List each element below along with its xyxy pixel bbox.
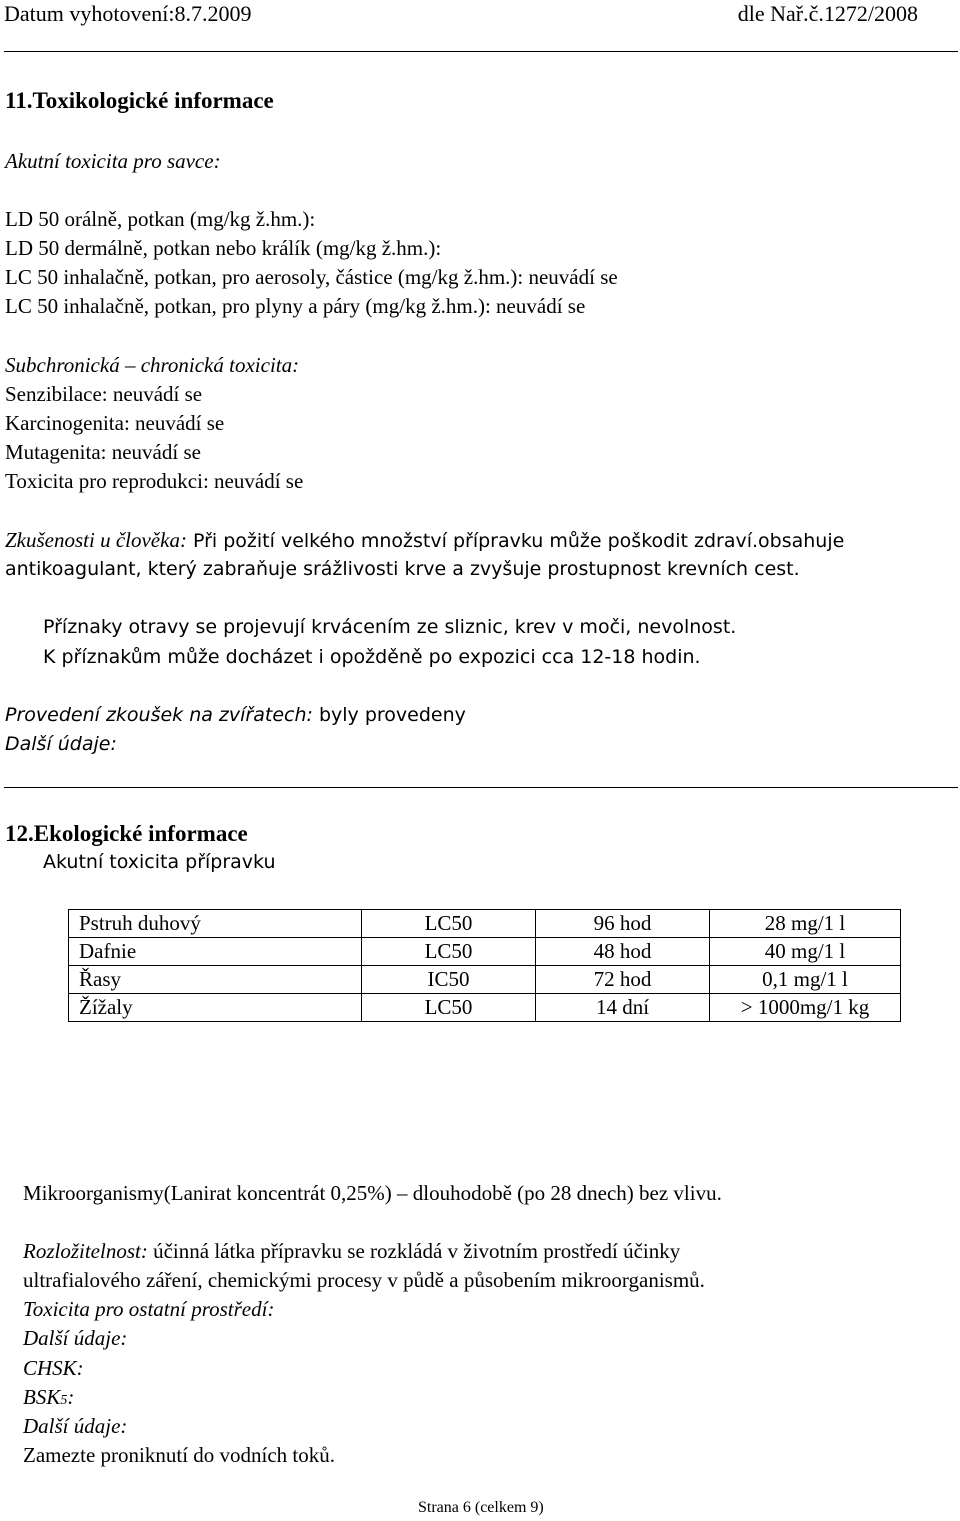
table-row: [69, 994, 901, 1022]
human-experience-text-2: antikoagulant, který zabraňuje srážlivosti krve a zvyšuje prostupnost krevních cest.: [5, 558, 800, 580]
table-row: [69, 966, 901, 994]
concentration-cell: 40 mg/1 l: [710, 938, 901, 966]
ecotoxicity-table: [68, 909, 901, 1022]
other-environment-label: Toxicita pro ostatní prostředí:: [23, 1297, 275, 1321]
symptoms-line-2: K příznakům může docházet i opožděně po expozici cca 12-18 hodin.: [43, 646, 701, 668]
bsk-subscript: 5: [60, 1393, 68, 1408]
duration-cell: 48 hod: [536, 938, 710, 966]
bsk-text: BSK: [23, 1385, 61, 1409]
organism-cell: Pstruh duhový: [69, 910, 362, 938]
more-info-label: Další údaje:: [5, 733, 117, 755]
ld50-dermal: LD 50 dermálně, potkan nebo králík (mg/kg ž.hm.):: [5, 236, 442, 260]
header-date: Datum vyhotovení:8.7.2009: [4, 1, 252, 26]
concentration-cell: 28 mg/1 l: [710, 910, 901, 938]
lc50-gas: LC 50 inhalačně, potkan, pro plyny a páry (mg/kg ž.hm.): neuvádí se: [5, 294, 586, 318]
organism-cell: Řasy: [69, 966, 362, 994]
test-type-cell: IC50: [362, 966, 536, 994]
duration-cell: 14 dní: [536, 994, 710, 1022]
concentration-cell: 0,1 mg/1 l: [710, 966, 901, 994]
duration-cell: 72 hod: [536, 966, 710, 994]
degradability: [23, 1241, 680, 1262]
chsk-label: CHSK:: [23, 1356, 84, 1380]
human-experience-text: Při požití velkého množství přípravku může poškodit zdraví.obsahuje: [186, 530, 845, 552]
duration-cell: 96 hod: [536, 910, 710, 938]
human-experience: [5, 530, 844, 551]
acute-toxicity-label: Akutní toxicita pro savce:: [5, 149, 221, 173]
symptoms-line-1: Příznaky otravy se projevují krvácením ze sliznic, krev v moči, nevolnost.: [43, 616, 737, 638]
organism-cell: Dafnie: [69, 938, 362, 966]
bsk-label: [23, 1387, 74, 1408]
lc50-aerosol: LC 50 inhalačně, potkan, pro aerosoly, částice (mg/kg ž.hm.): neuvádí se: [5, 265, 618, 289]
test-type-cell: LC50: [362, 910, 536, 938]
human-experience-label: Zkušenosti u člověka:: [5, 528, 187, 552]
carcinogenicity: Karcinogenita: neuvádí se: [5, 411, 225, 435]
table-row: [69, 938, 901, 966]
reproductive-toxicity: Toxicita pro reprodukci: neuvádí se: [5, 469, 304, 493]
degradability-text-2: ultrafialového záření, chemickými procesy v půdě a působením mikroorganismů.: [23, 1268, 705, 1292]
header-regulation: dle Nař.č.1272/2008: [737, 1, 918, 26]
test-type-cell: LC50: [362, 938, 536, 966]
acute-toxicity-product-label: Akutní toxicita přípravku: [43, 851, 276, 873]
animal-tests-label: Provedení zkoušek na zvířatech:: [5, 704, 313, 726]
closing-note: Zamezte proniknutí do vodních toků.: [23, 1443, 336, 1467]
test-type-cell: LC50: [362, 994, 536, 1022]
ld50-oral: LD 50 orálně, potkan (mg/kg ž.hm.):: [5, 207, 316, 231]
section-12-title: 12.Ekologické informace: [5, 821, 248, 846]
animal-tests-value: byly provedeny: [312, 704, 466, 726]
sensitization: Senzibilace: neuvádí se: [5, 382, 203, 406]
animal-tests: [5, 706, 466, 725]
microorganisms-text: Mikroorganismy(Lanirat koncentrát 0,25%) – dlouhodobě (po 28 dnech) bez vlivu.: [23, 1181, 722, 1205]
header-rule: [4, 51, 958, 52]
concentration-cell: > 1000mg/1 kg: [710, 994, 901, 1022]
organism-cell: Žížaly: [69, 994, 362, 1022]
section-11-title: 11.Toxikologické informace: [5, 88, 274, 113]
mutagenicity: Mutagenita: neuvádí se: [5, 440, 201, 464]
more-info-label-1: Další údaje:: [23, 1326, 128, 1350]
table-row: [69, 910, 901, 938]
page-number: Strana 6 (celkem 9): [418, 1499, 544, 1516]
degradability-label: Rozložitelnost:: [23, 1239, 148, 1263]
degradability-text: účinná látka přípravku se rozkládá v životním prostředí účinky: [147, 1239, 681, 1263]
bsk-colon: :: [67, 1385, 75, 1409]
chronic-toxicity-label: Subchronická – chronická toxicita:: [5, 353, 300, 377]
section-rule: [4, 787, 958, 788]
more-info-label-2: Další údaje:: [23, 1414, 128, 1438]
